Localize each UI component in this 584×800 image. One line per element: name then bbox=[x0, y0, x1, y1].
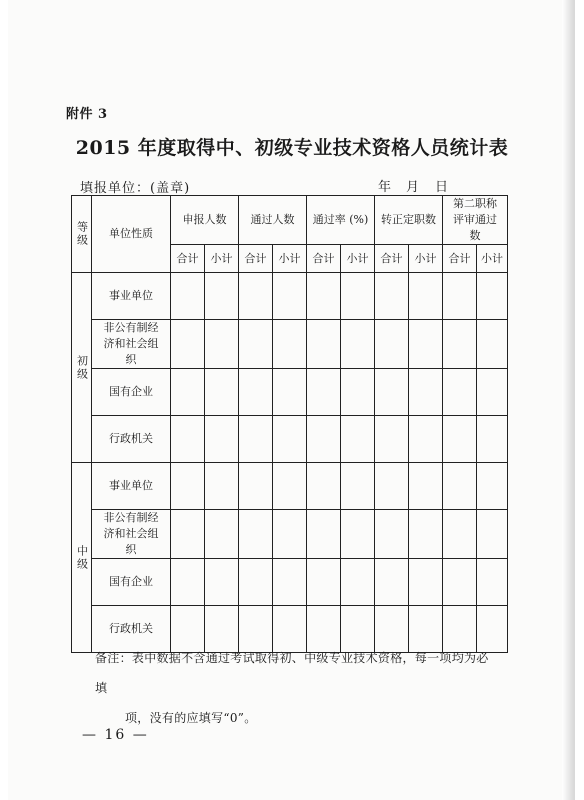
data-cell bbox=[375, 416, 409, 463]
subheader-subtotal: 小计 bbox=[205, 245, 239, 273]
note-line-1: 备注：表中数据不含通过考试取得初、中级专业技术资格，每一项均为必填 bbox=[95, 651, 489, 695]
unit-type-label: 事业单位 bbox=[92, 463, 171, 510]
data-cell bbox=[375, 320, 409, 369]
data-cell bbox=[307, 463, 341, 510]
data-cell bbox=[205, 369, 239, 416]
data-cell bbox=[307, 559, 341, 606]
data-cell bbox=[477, 369, 508, 416]
data-cell bbox=[477, 273, 508, 320]
data-cell bbox=[443, 273, 477, 320]
data-cell bbox=[239, 416, 273, 463]
data-cell bbox=[273, 559, 307, 606]
data-cell bbox=[205, 416, 239, 463]
header-regularization-count: 转正定职数 bbox=[375, 196, 443, 245]
data-cell bbox=[273, 510, 307, 559]
statistics-table bbox=[71, 195, 508, 653]
unit-type-label: 行政机关 bbox=[92, 416, 171, 463]
data-cell bbox=[273, 416, 307, 463]
subheader-subtotal: 小计 bbox=[273, 245, 307, 273]
unit-type-label: 国有企业 bbox=[92, 369, 171, 416]
table-note bbox=[95, 643, 495, 733]
subheader-subtotal: 小计 bbox=[409, 245, 443, 273]
data-cell bbox=[273, 273, 307, 320]
header-level: 等级 bbox=[72, 196, 92, 273]
data-cell bbox=[477, 416, 508, 463]
note-line-2: 项，没有的应填写“0”。 bbox=[125, 711, 257, 725]
data-cell bbox=[341, 369, 375, 416]
data-cell bbox=[171, 559, 205, 606]
data-cell bbox=[477, 463, 508, 510]
data-cell bbox=[375, 273, 409, 320]
document-title: 2015 年度取得中、初级专业技术资格人员统计表 bbox=[75, 137, 509, 159]
header-declared-count: 申报人数 bbox=[171, 196, 239, 245]
data-cell bbox=[205, 320, 239, 369]
data-cell bbox=[205, 559, 239, 606]
data-cell bbox=[375, 463, 409, 510]
subheader-subtotal: 小计 bbox=[477, 245, 508, 273]
header-second-title-passed: 第二职称评审通过数 bbox=[443, 196, 508, 245]
data-cell bbox=[443, 559, 477, 606]
data-cell bbox=[409, 463, 443, 510]
table-row bbox=[72, 416, 508, 463]
header-row-groups bbox=[72, 196, 508, 245]
data-cell bbox=[239, 559, 273, 606]
level-label: 初级 bbox=[72, 273, 92, 463]
data-cell bbox=[307, 510, 341, 559]
data-cell bbox=[307, 369, 341, 416]
data-cell bbox=[375, 369, 409, 416]
header-passed-count: 通过人数 bbox=[239, 196, 307, 245]
data-cell bbox=[171, 273, 205, 320]
data-cell bbox=[341, 559, 375, 606]
data-cell bbox=[273, 320, 307, 369]
data-cell bbox=[443, 369, 477, 416]
data-cell bbox=[205, 463, 239, 510]
data-cell bbox=[341, 463, 375, 510]
data-cell bbox=[341, 273, 375, 320]
table-row bbox=[72, 510, 508, 559]
data-cell bbox=[273, 369, 307, 416]
data-cell bbox=[443, 320, 477, 369]
data-cell bbox=[409, 369, 443, 416]
unit-type-label: 非公有制经济和社会组织 bbox=[92, 510, 171, 559]
data-cell bbox=[443, 510, 477, 559]
table-row bbox=[72, 559, 508, 606]
unit-type-label: 非公有制经济和社会组织 bbox=[92, 320, 171, 369]
subheader-total: 合计 bbox=[171, 245, 205, 273]
data-cell bbox=[341, 416, 375, 463]
data-cell bbox=[409, 559, 443, 606]
subheader-total: 合计 bbox=[239, 245, 273, 273]
data-cell bbox=[239, 510, 273, 559]
data-cell bbox=[239, 273, 273, 320]
data-cell bbox=[341, 320, 375, 369]
data-cell bbox=[375, 510, 409, 559]
unit-type-label: 国有企业 bbox=[92, 559, 171, 606]
data-cell bbox=[171, 320, 205, 369]
page-edge-shadow bbox=[562, 0, 574, 800]
data-cell bbox=[443, 463, 477, 510]
subheader-total: 合计 bbox=[307, 245, 341, 273]
data-cell bbox=[239, 320, 273, 369]
data-cell bbox=[205, 273, 239, 320]
unit-type-label: 事业单位 bbox=[92, 273, 171, 320]
data-cell bbox=[307, 416, 341, 463]
data-cell bbox=[477, 559, 508, 606]
table-row bbox=[72, 369, 508, 416]
table-row bbox=[72, 273, 508, 320]
data-cell bbox=[171, 369, 205, 416]
data-cell bbox=[409, 273, 443, 320]
fill-unit-label: 填报单位：(盖章) bbox=[80, 181, 191, 196]
table-row bbox=[72, 320, 508, 369]
unit-type-label: 行政机关 bbox=[92, 606, 171, 653]
data-cell bbox=[239, 463, 273, 510]
table-row bbox=[72, 463, 508, 510]
attachment-label: 附件 3 bbox=[66, 107, 108, 122]
date-year-label: 年 bbox=[378, 180, 392, 195]
data-cell bbox=[171, 416, 205, 463]
date-month-label: 月 bbox=[406, 180, 420, 195]
data-cell bbox=[239, 369, 273, 416]
data-cell bbox=[307, 320, 341, 369]
data-cell bbox=[409, 510, 443, 559]
subheader-subtotal: 小计 bbox=[341, 245, 375, 273]
data-cell bbox=[307, 273, 341, 320]
page-number: — 16 — bbox=[82, 727, 149, 743]
data-cell bbox=[477, 510, 508, 559]
header-pass-rate: 通过率 (%) bbox=[307, 196, 375, 245]
data-cell bbox=[341, 510, 375, 559]
data-cell bbox=[205, 510, 239, 559]
data-cell bbox=[171, 463, 205, 510]
data-cell bbox=[409, 320, 443, 369]
data-cell bbox=[273, 463, 307, 510]
level-label: 中级 bbox=[72, 463, 92, 653]
data-cell bbox=[171, 510, 205, 559]
header-unit-type: 单位性质 bbox=[92, 196, 171, 273]
subheader-total: 合计 bbox=[443, 245, 477, 273]
subheader-total: 合计 bbox=[375, 245, 409, 273]
data-cell bbox=[477, 320, 508, 369]
date-day-label: 日 bbox=[435, 180, 449, 195]
data-cell bbox=[409, 416, 443, 463]
data-cell bbox=[375, 559, 409, 606]
data-cell bbox=[443, 416, 477, 463]
